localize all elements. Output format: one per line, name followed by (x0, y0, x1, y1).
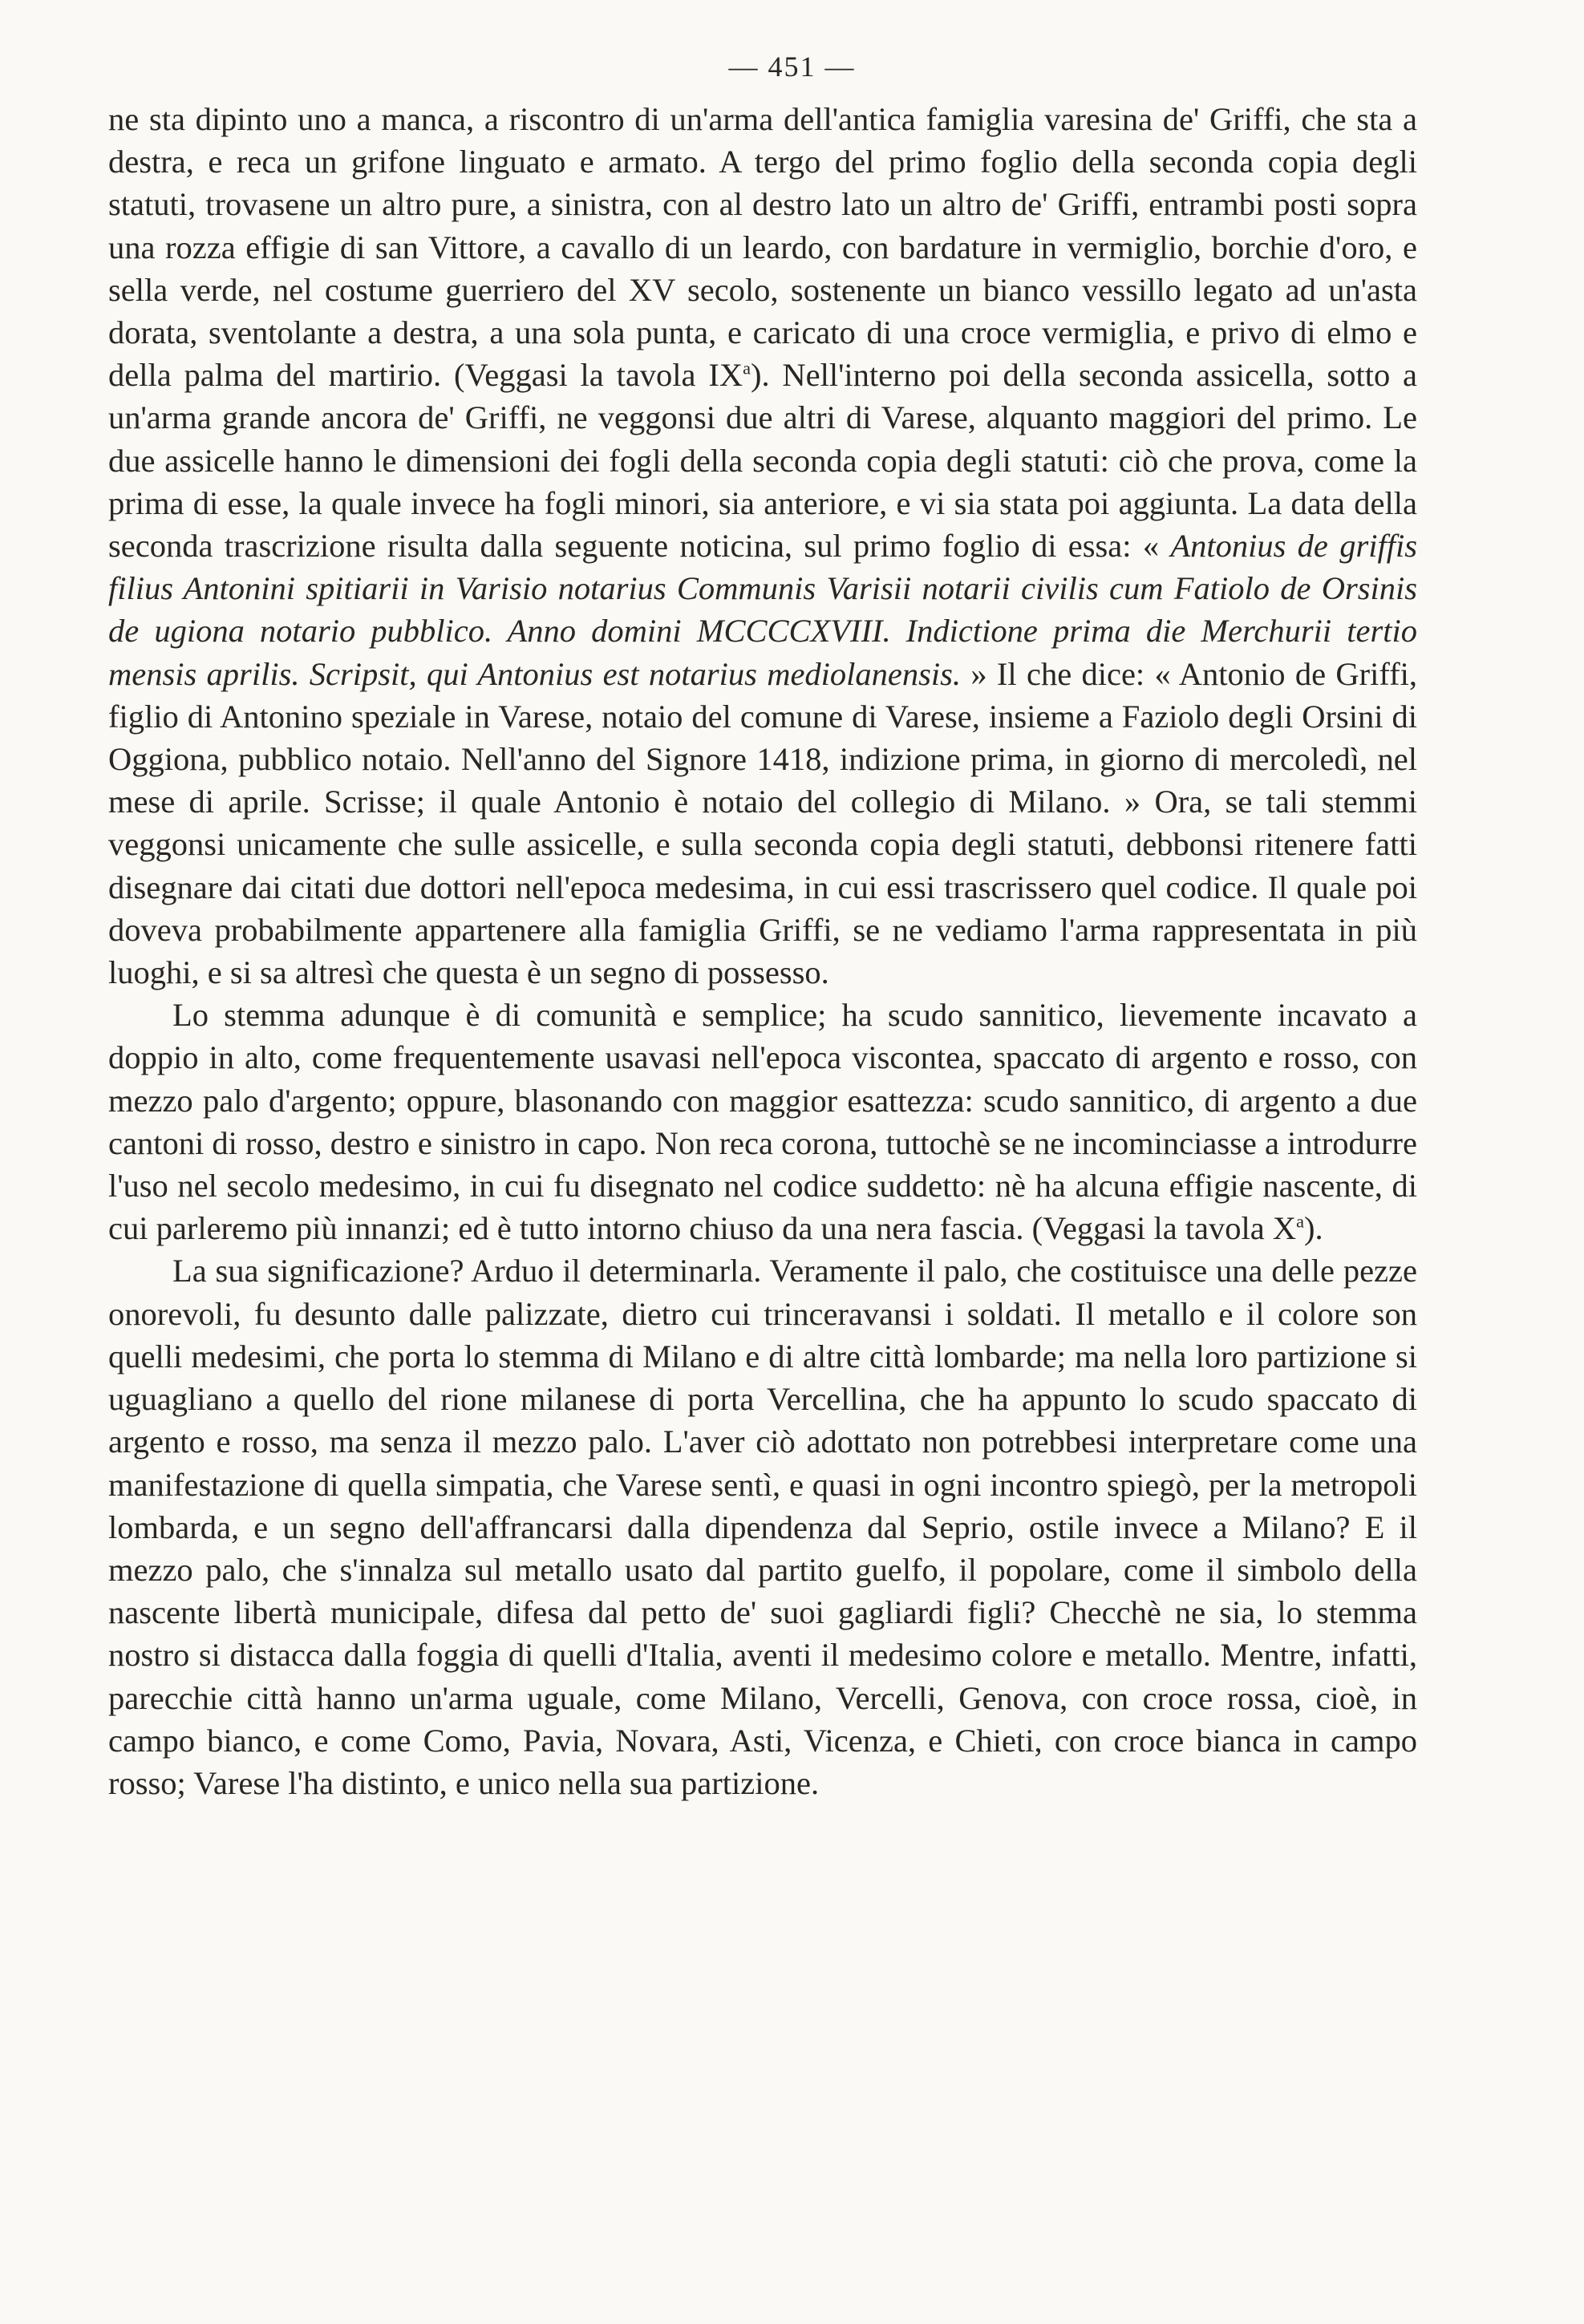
paragraph (108, 98, 1417, 994)
italic-quote: Antonius de griffis filius Antonini spitiarii in Varisio notarius Communis Varisii notarii civilis cum Fatiolo de Orsinis de ugiona notario pubblico. Anno domini MCCCCXVIII. Indictione prima die Merchurii tertio mensis aprilis. Scripsit, qui Antonius est notarius mediolanensis. (108, 528, 1417, 692)
body-text (108, 98, 1417, 1804)
superscript: a (743, 358, 751, 379)
text-run: ne sta dipinto uno a manca, a riscontro di un'arma dell'antica famiglia varesina de' Griffi, che sta a destra, e reca un grifone linguato e armato. A tergo del primo foglio della seconda copia degli statuti, trovasene un altro pure, a sinistra, con al destro lato un altro de' Griffi, entrambi posti sopra una rozza effigie di san Vittore, a cavallo di un leardo, con bardature in vermiglio, borchie d'oro, e sella verde, nel costume guerriero del XV secolo, sostenente un bianco vessillo legato ad un'asta dorata, sventolante a destra, a una sola punta, e caricato di una croce vermiglia, e privo di elmo e della palma del martirio. (Veggasi la tavola IX (108, 101, 1417, 394)
superscript: a (1296, 1211, 1305, 1232)
paragraph (108, 1249, 1417, 1804)
paragraph (108, 994, 1417, 1249)
text-run: La sua significazione? Arduo il determinarla. Veramente il palo, che costituisce una delle pezze onorevoli, fu desunto dalle palizzate, dietro cui trinceravansi i soldati. Il metallo e il colore son quelli medesimi, che porta lo stemma di Milano e di altre città lombarde; ma nella loro partizione si uguagliano a quello del rione milanese di porta Vercellina, che ha appunto lo scudo spaccato di argento e rosso, ma senza il mezzo palo. L'aver ciò adottato non potrebbesi interpretare come una manifestazione di quella simpatia, che Varese sentì, e quasi in ogni incontro spiegò, per la metropoli lombarda, e un segno dell'affrancarsi dalla dipendenza dal Seprio, ostile invece a Milano? E il mezzo palo, che s'innalza sul metallo usato dal partito guelfo, il popolare, come il simbolo della nascente libertà municipale, difesa dal petto de' suoi gagliardi figli? Checchè ne sia, lo stemma nostro si distacca dalla foggia di quelli d'Italia, aventi il medesimo colore e metallo. Mentre, infatti, parecchie città hanno un'arma uguale, come Milano, Vercelli, Genova, con croce rossa, cioè, in campo bianco, e come Como, Pavia, Novara, Asti, Vicenza, e Chieti, con croce bianca in campo rosso; Varese l'ha distinto, e unico nella sua partizione. (108, 1253, 1417, 1801)
text-run: » Il che dice: « Antonio de Griffi, figlio di Antonino speziale in Varese, notaio del comune di Varese, insieme a Faziolo degli Orsini di Oggiona, pubblico notaio. Nell'anno del Signore 1418, indizione prima, in giorno di mercoledì, nel mese di aprile. Scrisse; il quale Antonio è notaio del collegio di Milano. » Ora, se tali stemmi veggonsi unicamente che sulle assicelle, e sulla seconda copia degli statuti, debbonsi ritenere fatti disegnare dai citati due dottori nell'epoca medesima, in cui essi trascrissero quel codice. Il quale poi doveva probabilmente appartenere alla famiglia Griffi, se ne vediamo l'arma rappresentata in più luoghi, e si sa altresì che questa è un segno di possesso. (108, 655, 1417, 991)
text-run: ). Nell'interno poi della seconda assicella, sotto a un'arma grande ancora de' Griffi, ne veggonsi due altri di Varese, alquanto maggiori del primo. Le due assicelle hanno le dimensioni dei fogli della seconda copia degli statuti: ciò che prova, come la prima di esse, la quale invece ha fogli minori, sia anteriore, e vi sia stata poi aggiunta. La data della seconda trascrizione risulta dalla seguente noticina, sul primo foglio di essa: « (108, 357, 1417, 565)
page-number: — 451 — (728, 51, 856, 83)
text-run: ). (1304, 1210, 1323, 1247)
text-run: Lo stemma adunque è di comunità e semplice; ha scudo sannitico, lievemente incavato a doppio in alto, come frequentemente usavasi nell'epoca viscontea, spaccato di argento e rosso, con mezzo palo d'argento; oppure, blasonando con maggior esattezza: scudo sannitico, di argento a due cantoni di rosso, destro e sinistro in capo. Non reca corona, tuttochè se ne incominciasse a introdurre l'uso nel secolo medesimo, in cui fu disegnato nel codice suddetto: nè ha alcuna effigie nascente, di cui parleremo più innanzi; ed è tutto intorno chiuso da una nera fascia. (Veggasi la tavola X (108, 997, 1417, 1247)
